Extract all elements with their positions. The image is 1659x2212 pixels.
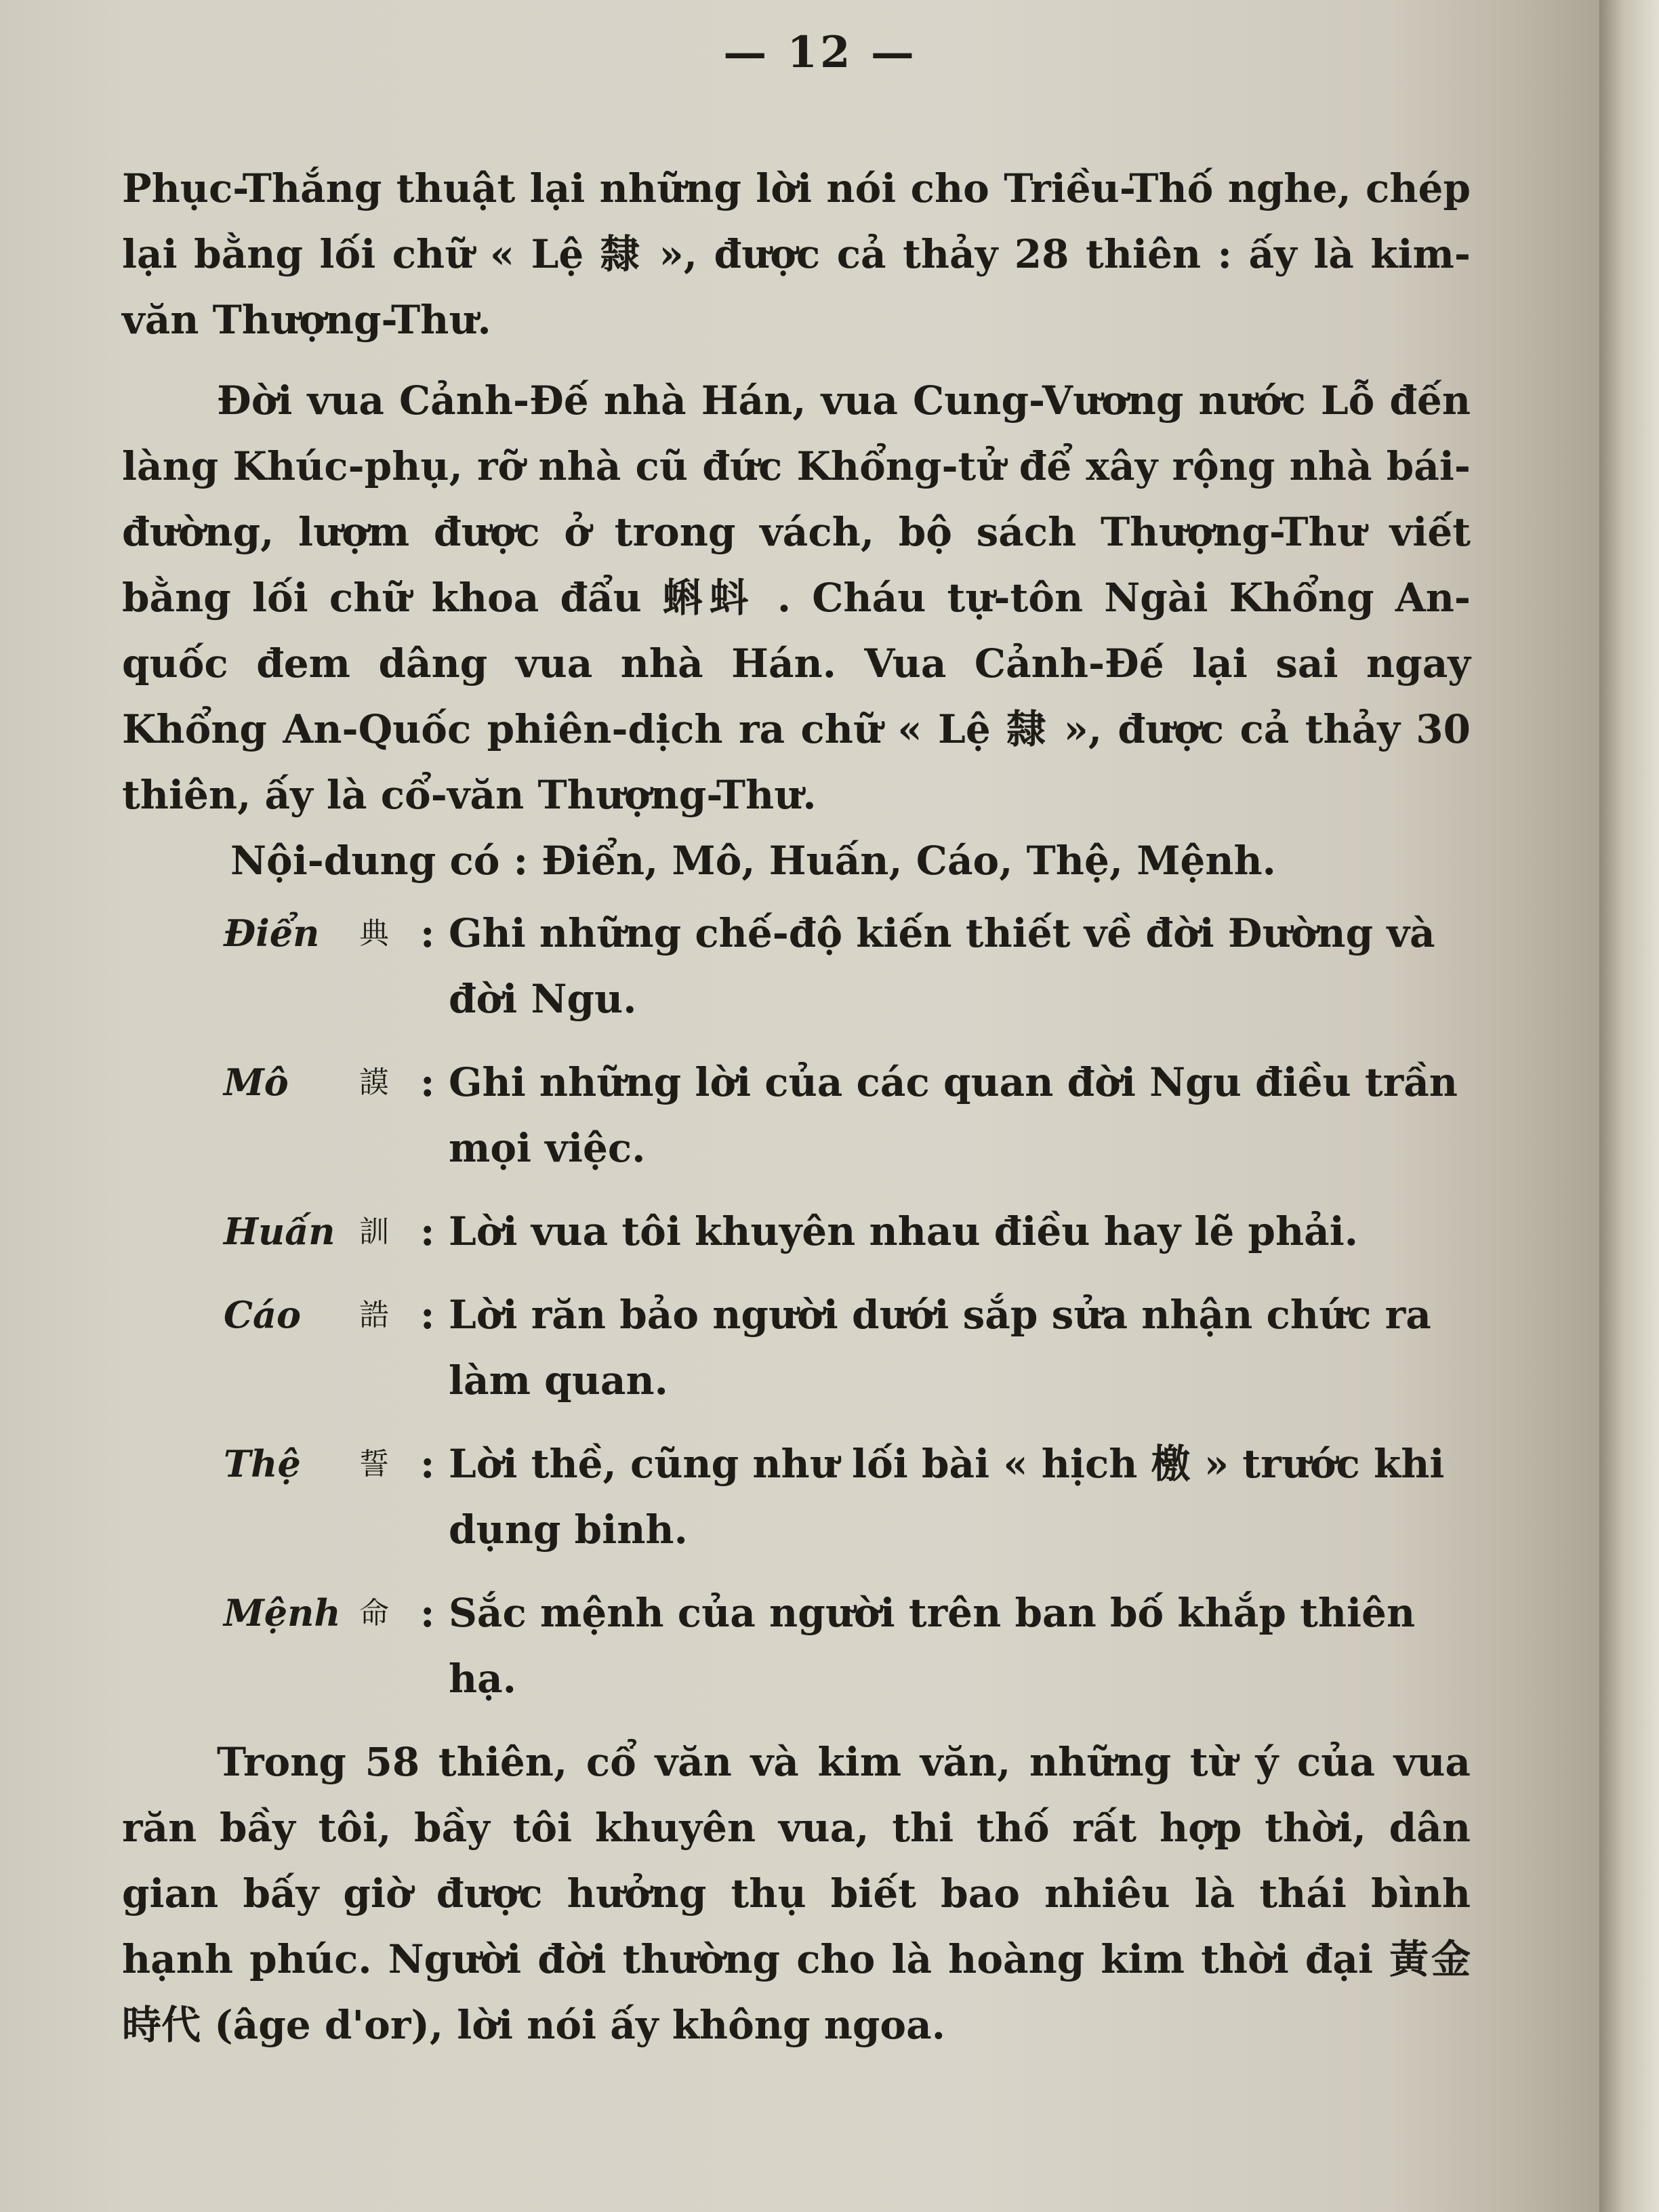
definition-desc: Lời vua tôi khuyên nhau điều hay lẽ phải. bbox=[449, 1208, 1358, 1254]
paragraph-2: Đời vua Cảnh-Đế nhà Hán, vua Cung-Vương nước Lỗ đến làng Khúc-phụ, rỡ nhà cũ đức Khổng-tử để xây rộng nhà bái-đường, lượm được ở trong vách, bộ sách Thượng-Thư viết bằng lối chữ khoa đẩu 蝌蚪 . Cháu tự-tôn Ngài Khổng An-quốc đem dâng vua nhà Hán. Vua Cảnh-Đế lại sai ngay Khổng An-Quốc phiên-dịch ra chữ « Lệ 隸 », được cả thảy 30 thiên, ấy là cổ-văn Thượng-Thư. bbox=[122, 377, 1471, 818]
definition-item bbox=[122, 1050, 1471, 1181]
definition-colon: : bbox=[420, 1059, 435, 1105]
page-edge bbox=[1599, 0, 1659, 2212]
definition-desc: Lời thề, cũng như lối bài « hịch 檄 » trước khi dụng binh. bbox=[449, 1441, 1445, 1553]
contents-intro: Nội-dung có : Điển, Mô, Huấn, Cáo, Thệ, Mệnh. bbox=[230, 838, 1276, 884]
definition-term: Cáo bbox=[224, 1293, 301, 1336]
definition-han: 訓 bbox=[359, 1214, 389, 1249]
definition-colon: : bbox=[420, 1590, 435, 1636]
definition-desc: Lời răn bảo người dưới sắp sửa nhận chức ra làm quan. bbox=[449, 1292, 1431, 1404]
definition-item bbox=[122, 1431, 1471, 1563]
definition-item bbox=[122, 1580, 1471, 1712]
definition-han: 命 bbox=[359, 1596, 389, 1631]
definition-item bbox=[122, 1282, 1471, 1414]
definition-item bbox=[122, 1199, 1471, 1265]
definition-colon: : bbox=[420, 1441, 435, 1487]
definition-list bbox=[122, 901, 1471, 1712]
paragraph-1: Phục-Thắng thuật lại những lời nói cho Triều-Thố nghe, chép lại bằng lối chữ « Lệ 隸 », được cả thảy 28 thiên : ấy là kim-văn Thượng-Thư. bbox=[122, 165, 1471, 343]
definition-term: Mô bbox=[224, 1061, 289, 1104]
definition-desc: Ghi những chế-độ kiến thiết về đời Đường và đời Ngu. bbox=[449, 910, 1435, 1022]
definition-han: 誥 bbox=[359, 1298, 389, 1332]
definition-item bbox=[122, 901, 1471, 1032]
definition-term: Mệnh bbox=[224, 1591, 341, 1635]
definition-colon: : bbox=[420, 910, 435, 956]
paragraph-final: Trong 58 thiên, cổ văn và kim văn, những từ ý của vua răn bầy tôi, bầy tôi khuyên vua, thi thố rất hợp thời, dân gian bấy giờ được hưởng thụ biết bao nhiêu là thái bình hạnh phúc. Người đời thường cho là hoàng kim thời đại 黃金時代 (âge d'or), lời nói ấy không ngoa. bbox=[122, 1739, 1471, 2048]
definition-colon: : bbox=[420, 1208, 435, 1254]
definition-desc: Ghi những lời của các quan đời Ngu điều trần mọi việc. bbox=[449, 1059, 1458, 1171]
definition-term: Điển bbox=[224, 912, 320, 955]
page-number: — 12 — bbox=[723, 27, 917, 78]
definition-desc: Sắc mệnh của người trên ban bố khắp thiên hạ. bbox=[449, 1590, 1416, 1702]
page-content bbox=[122, 156, 1471, 2058]
definition-term: Thệ bbox=[224, 1442, 301, 1486]
definition-term: Huấn bbox=[224, 1210, 335, 1253]
definition-han: 典 bbox=[359, 916, 389, 951]
definition-han: 謨 bbox=[359, 1065, 389, 1100]
definition-han: 誓 bbox=[359, 1447, 389, 1481]
definition-colon: : bbox=[420, 1292, 435, 1338]
